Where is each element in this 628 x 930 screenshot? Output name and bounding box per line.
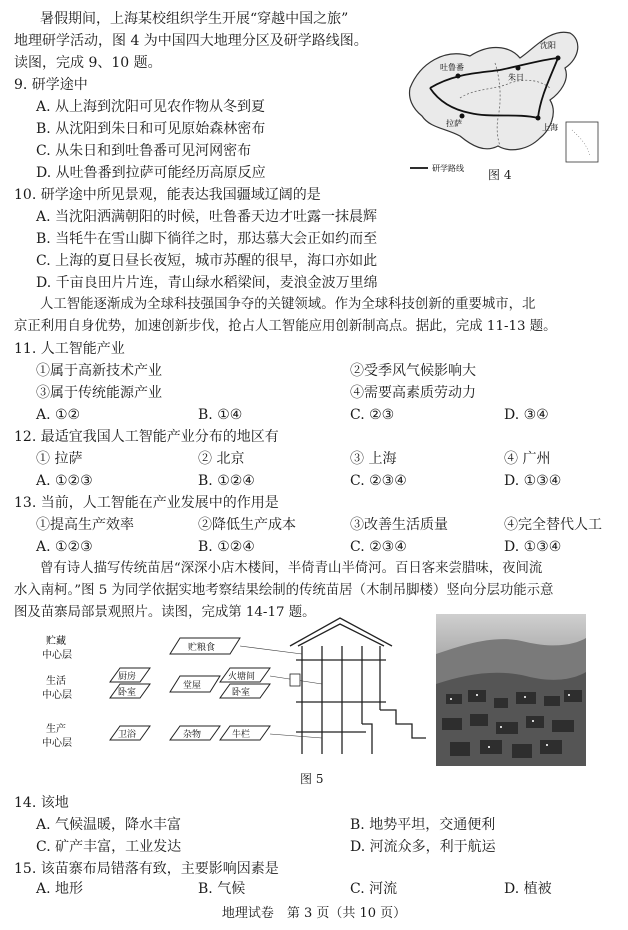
stilt-house-diagram	[40, 614, 430, 764]
figure-5-caption: 图 5	[300, 772, 324, 786]
q11-stem: 11. 人工智能产业	[14, 341, 125, 357]
room-label-cattle-pen: 牛栏	[232, 730, 251, 740]
q14-option-c: C. 矿产丰富，工业发达	[36, 839, 182, 855]
q15-stem: 15. 该苗寨布局错落有致，主要影响因素是	[14, 861, 279, 877]
window	[290, 674, 300, 686]
q13-option-c: C. ②③④	[350, 539, 407, 555]
map-label-zhurihe: 朱日	[508, 73, 524, 82]
turpan-marker	[456, 74, 461, 79]
shanghai-marker	[536, 116, 541, 121]
layer-label-living-2: 中心层	[42, 690, 72, 701]
south-china-sea-inset	[566, 122, 598, 162]
layer-label-production-1: 生产	[46, 724, 66, 735]
q12-option-a: A. ①②③	[36, 473, 93, 489]
q10-option-a: A. 当沈阳洒满朝阳的时候，吐鲁番天边才吐露一抹晨辉	[36, 209, 378, 225]
lhasa-marker	[460, 114, 465, 119]
map-label-shanghai: 上海	[542, 123, 558, 132]
shenyang-marker	[556, 56, 561, 61]
q14-option-b: B. 地势平坦，交通便利	[350, 817, 496, 833]
q13-option-b: B. ①②④	[198, 539, 255, 555]
passage2-line-1: 人工智能逐渐成为全球科技强国争夺的关键领域。作为全球科技创新的重要城市，北	[40, 297, 536, 312]
map-label-lhasa: 拉萨	[446, 119, 462, 128]
q9-option-d: D. 从吐鲁番到拉萨可能经历高原反应	[36, 165, 266, 181]
q15-option-d: D. 植被	[504, 881, 552, 897]
q13-item-3: ③改善生活质量	[350, 517, 448, 533]
layer-label-storage-1: 贮藏	[46, 636, 66, 647]
q12-option-d: D. ①③④	[504, 473, 562, 489]
q15-option-a: A. 地形	[36, 881, 84, 897]
q12-option-c: C. ②③④	[350, 473, 407, 489]
q11-option-a: A. ①②	[36, 407, 81, 423]
q10-option-b: B. 当牦牛在雪山脚下徜徉之时，那达慕大会正如约而至	[36, 231, 378, 247]
q9-option-a: A. 从上海到沈阳可见农作物从冬到夏	[36, 99, 266, 115]
layer-label-living-1: 生活	[46, 676, 66, 687]
q13-option-d: D. ①③④	[504, 539, 562, 555]
figure-4-caption: 图 4	[488, 168, 512, 182]
room-label-fire-pit: 火塘间	[228, 672, 256, 682]
q13-stem: 13. 当前，人工智能在产业发展中的作用是	[14, 495, 279, 511]
q11-item-3: ③属于传统能源产业	[36, 385, 162, 401]
map-label-turpan: 吐鲁番	[440, 63, 464, 72]
layer-label-storage-2: 中心层	[42, 650, 72, 661]
q11-option-c: C. ②③	[350, 407, 395, 423]
q11-item-2: ②受季风气候影响大	[350, 363, 476, 379]
map-label-shenyang: 沈阳	[540, 41, 556, 50]
passage3-line-1: 曾有诗人描写传统苗居“深深小店木楼间，半倚青山半倚河。百日客来尝腊味，夜间流	[40, 561, 543, 576]
q13-item-4: ④完全替代人工	[504, 517, 602, 533]
room-label-hall: 堂屋	[183, 681, 202, 691]
room-label-bedroom-right: 卧室	[232, 688, 251, 698]
legend-route-label: 研学路线	[432, 164, 464, 173]
q9-stem: 9. 研学途中	[14, 77, 88, 93]
intro-line-3: 读图，完成 9、10 题。	[14, 55, 162, 71]
room-label-kitchen: 厨房	[118, 672, 137, 682]
q13-item-1: ①提高生产效率	[36, 517, 134, 533]
china-map-figure	[400, 18, 610, 178]
q11-item-4: ④需要高素质劳动力	[350, 385, 476, 401]
q14-option-d: D. 河流众多，利于航运	[350, 839, 496, 855]
intro-line-1: 暑假期间，上海某校组织学生开展“穿越中国之旅”	[40, 11, 349, 27]
q12-option-b: B. ①②④	[198, 473, 255, 489]
room-label-storage: 杂物	[183, 730, 202, 740]
room-label-bathroom: 卫浴	[118, 730, 137, 740]
q15-option-c: C. 河流	[350, 881, 398, 897]
miao-village-photo	[436, 614, 586, 766]
house-frame	[290, 618, 426, 754]
q13-option-a: A. ①②③	[36, 539, 93, 555]
q13-item-2: ②降低生产成本	[198, 517, 296, 533]
zhurihe-marker	[516, 66, 521, 71]
layer-label-production-2: 中心层	[42, 738, 72, 749]
q14-option-a: A. 气候温暖，降水丰富	[36, 817, 182, 833]
room-label-grain: 贮粮食	[188, 643, 216, 653]
q9-option-b: B. 从沈阳到朱日和可见原始森林密布	[36, 121, 266, 137]
page-footer: 地理试卷 第 3 页（共 10 页）	[221, 906, 407, 921]
q12-item-3: ③ 上海	[350, 451, 397, 467]
q12-item-2: ② 北京	[198, 451, 245, 467]
q10-option-d: D. 千亩良田片片连，青山绿水稻梁间，麦浪金波万里绵	[36, 275, 378, 291]
q11-option-d: D. ③④	[504, 407, 549, 423]
q10-stem: 10. 研学途中所见景观，能表达我国疆域辽阔的是	[14, 187, 321, 203]
q10-option-c: C. 上海的夏日昼长夜短，城市苏醒的很早，海口亦如此	[36, 253, 378, 269]
q12-item-4: ④ 广州	[504, 451, 551, 467]
intro-line-2: 地理研学活动，图 4 为中国四大地理分区及研学路线图。	[14, 33, 368, 49]
room-label-bedroom-left: 卧室	[118, 688, 137, 698]
passage3-line-2: 水入南柯。”图 5 为同学依据实地考察结果绘制的传统苗居（木制吊脚楼）竖向分层功能示意	[14, 583, 554, 598]
passage2-line-2: 京正利用自身优势，加速创新步伐，抢占人工智能应用创新制高点。据此，完成 11-13 题。	[14, 319, 557, 334]
q11-option-b: B. ①④	[198, 407, 243, 423]
q9-option-c: C. 从朱日和到吐鲁番可见河网密布	[36, 143, 252, 159]
q12-item-1: ① 拉萨	[36, 451, 83, 467]
q11-item-1: ①属于高新技术产业	[36, 363, 162, 379]
q14-stem: 14. 该地	[14, 795, 69, 811]
q15-option-b: B. 气候	[198, 881, 246, 897]
passage3-line-3: 图及苗寨局部景观照片。读图，完成第 14-17 题。	[14, 605, 316, 620]
q12-stem: 12. 最适宜我国人工智能产业分布的地区有	[14, 429, 279, 445]
